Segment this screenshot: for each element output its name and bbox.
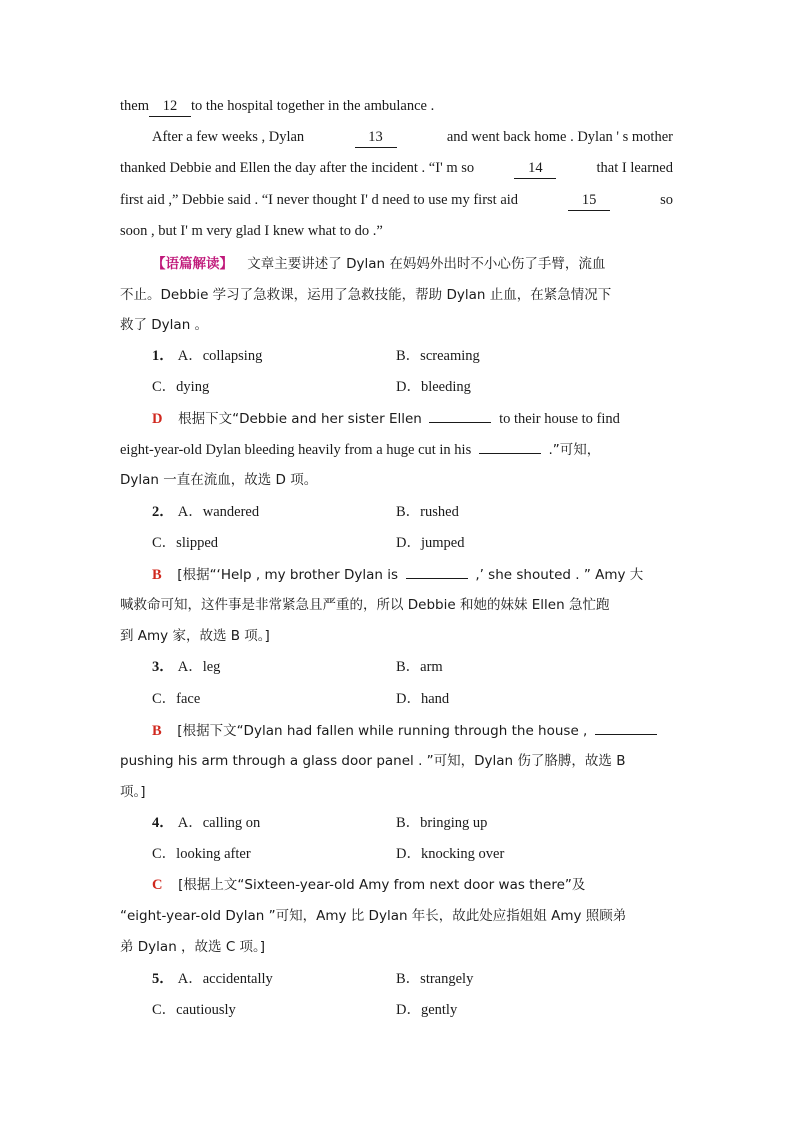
passage-text: first aid ,” Debbie said . “I never thought I' d need to use my first aid [120, 192, 519, 208]
question-4-option-c: C．looking after [152, 846, 251, 862]
blank-line [429, 408, 491, 423]
question-3-option-b: B．arm [396, 659, 443, 675]
passage-line-1 [120, 96, 673, 117]
question-5-option-d: D．gently [396, 1002, 458, 1018]
question-4-explanation-line-3: 弟 Dylan ，故选 C 项。] [120, 939, 266, 955]
answer-letter: B [152, 567, 162, 583]
question-2-option-c: C．slipped [152, 535, 219, 551]
passage-line-5: soon , but I' m very glad I knew what to do .” [120, 223, 383, 239]
question-2-option-b: B．rushed [396, 504, 459, 520]
question-3-explanation-line-3: 项。] [120, 784, 146, 800]
analysis-text: 文章主要讲述了 Dylan 在妈妈外出时不小心伤了手臂，流血 [247, 256, 606, 272]
passage-text: so [660, 192, 673, 208]
question-4-option-b: B．bringing up [396, 815, 488, 831]
question-2-explanation-line-2: 喊救命可知，这件事是非常紧急且严重的，所以 Debbie 和她的妹妹 Ellen 急忙跑 [120, 597, 610, 613]
passage-text: them [120, 98, 149, 114]
question-1-explanation-line-3: Dylan 一直在流血，故选 D 项。 [120, 472, 318, 488]
question-5-option-c: C．cautiously [152, 1002, 236, 1018]
analysis-tag: 【语篇解读】 [152, 256, 233, 272]
question-2-option-d: D．jumped [396, 535, 465, 551]
passage-line-2 [152, 127, 673, 148]
passage-text: After a few weeks , Dylan [152, 129, 305, 145]
question-3-explanation-line-2: pushing his arm through a glass door panel . ”可知，Dylan 伤了胳膊，故选 B [120, 753, 626, 769]
analysis-line-3: 救了 Dylan 。 [120, 317, 209, 333]
blank-14: 14 [514, 158, 556, 179]
passage-text: thanked Debbie and Ellen the day after the incident . “I' m so [120, 160, 475, 176]
question-2-option-a: 2． A．wandered [152, 504, 260, 520]
question-2-explanation-line-3: 到 Amy 家，故选 B 项。] [120, 628, 270, 644]
question-1-option-a: 1． A．collapsing [152, 348, 263, 364]
blank-line [479, 439, 541, 454]
question-2-explanation-line-1: B [根据“‘Help , my brother Dylan is ,’ she shouted . ” Amy 大 [152, 564, 673, 585]
question-3-option-a: 3． A．leg [152, 659, 221, 675]
question-4-option-d: D．knocking over [396, 846, 505, 862]
passage-line-3 [120, 158, 673, 179]
passage-line-4 [120, 190, 673, 211]
question-3-explanation-line-1: B [根据下文“Dylan had fallen while running through the house , [152, 720, 673, 741]
question-5-option-b: B．strangely [396, 971, 474, 987]
answer-letter: D [152, 411, 163, 427]
blank-12: 12 [149, 96, 191, 117]
blank-13: 13 [355, 127, 397, 148]
passage-text: that I learned [596, 160, 673, 176]
blank-line [406, 564, 468, 579]
answer-letter: C [152, 877, 163, 893]
question-4-option-a: 4． A．calling on [152, 815, 261, 831]
blank-line [595, 720, 657, 735]
question-3-option-d: D．hand [396, 691, 450, 707]
passage-text: to the hospital together in the ambulance . [191, 98, 435, 114]
question-1-explanation-line-2: eight-year-old Dylan bleeding heavily from a huge cut in his .”可知， [120, 439, 673, 460]
question-1-option-b: B．screaming [396, 348, 480, 364]
answer-letter: B [152, 723, 162, 739]
passage-text: and went back home . Dylan ' s mother [446, 129, 673, 145]
question-4-explanation-line-1: C [根据上文“Sixteen-year-old Amy from next door was there”及 [152, 877, 586, 893]
analysis-line-2: 不止。Debbie 学习了急救课，运用了急救技能，帮助 Dylan 止血，在紧急情况下 [120, 287, 612, 303]
blank-15: 15 [568, 190, 610, 211]
question-1-option-d: D．bleeding [396, 379, 471, 395]
question-3-option-c: C．face [152, 691, 201, 707]
question-5-option-a: 5． A．accidentally [152, 971, 273, 987]
question-1-option-c: C．dying [152, 379, 210, 395]
analysis-line-1 [152, 254, 673, 274]
question-4-explanation-line-2: “eight-year-old Dylan ”可知，Amy 比 Dylan 年长，故此处应指姐姐 Amy 照顾弟 [120, 908, 627, 924]
question-1-explanation-line-1: D 根据下文“Debbie and her sister Ellen to their house to find [152, 408, 673, 429]
